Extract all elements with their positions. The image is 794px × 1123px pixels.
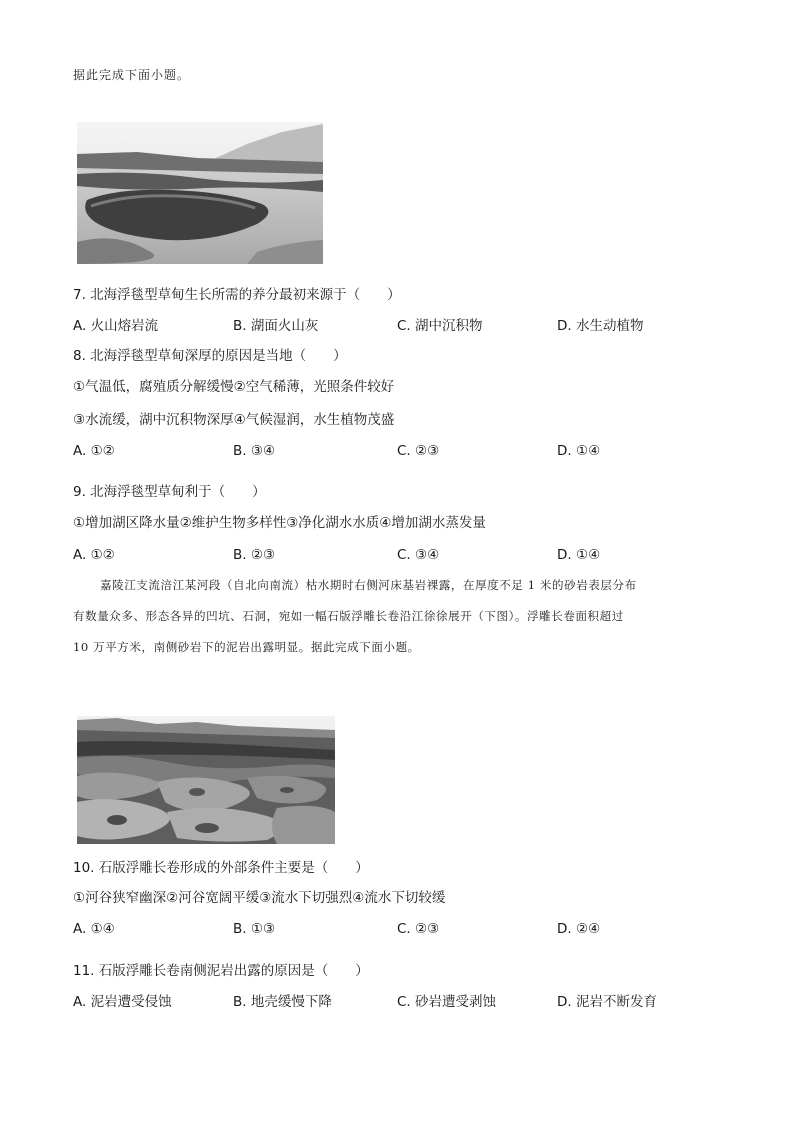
question-10-stem: 10. 石版浮雕长卷形成的外部条件主要是（ ）	[73, 860, 369, 876]
q9-option-d: D. ①④	[557, 547, 601, 563]
question-7-stem: 7. 北海浮毯型草甸生长所需的养分最初来源于（ ）	[73, 287, 401, 303]
question-8-stem: 8. 北海浮毯型草甸深厚的原因是当地（ ）	[73, 348, 347, 364]
q9-option-c: C. ③④	[397, 547, 440, 563]
q7-option-a: A. 火山熔岩流	[73, 318, 159, 334]
q7-option-c: C. 湖中沉积物	[397, 318, 483, 334]
q11-option-a: A. 泥岩遭受侵蚀	[73, 994, 172, 1010]
q10-option-c: C. ②③	[397, 921, 440, 937]
question-11-stem: 11. 石版浮雕长卷南侧泥岩出露的原因是（ ）	[73, 963, 369, 979]
q8-option-a: A. ①②	[73, 443, 115, 459]
q8-option-c: C. ②③	[397, 443, 440, 459]
q9-option-a: A. ①②	[73, 547, 115, 563]
q10-statement-1: ①河谷狭窄幽深②河谷宽阔平缓③流水下切强烈④流水下切较缓	[73, 890, 446, 906]
q7-option-d: D. 水生动植物	[557, 318, 644, 334]
q11-option-d: D. 泥岩不断发育	[557, 994, 657, 1010]
intro-text: 据此完成下面小题。	[73, 68, 191, 82]
q10-option-b: B. ①③	[233, 921, 276, 937]
q9-option-b: B. ②③	[233, 547, 276, 563]
question-11-options	[73, 993, 733, 1011]
q8-statement-2: ③水流缓，湖中沉积物深厚④气候湿润，水生植物茂盛	[73, 412, 395, 428]
q8-option-b: B. ③④	[233, 443, 276, 459]
q11-option-c: C. 砂岩遭受剥蚀	[397, 994, 497, 1010]
q10-option-a: A. ①④	[73, 921, 115, 937]
question-10-options	[73, 920, 733, 938]
q10-option-d: D. ②④	[557, 921, 601, 937]
floating-meadow-photo	[77, 122, 323, 264]
q8-statement-1: ①气温低，腐殖质分解缓慢②空气稀薄，光照条件较好	[73, 379, 395, 395]
passage-2-line-3: 10 万平方米，南侧砂岩下的泥岩出露明显。据此完成下面小题。	[73, 640, 420, 654]
stone-relief-riverbed-photo	[77, 716, 335, 844]
passage-2-line-1: 嘉陵江支流涪江某河段（自北向南流）枯水期时右侧河床基岩裸露，在厚度不足 1 米的砂岩表层分布	[100, 578, 637, 592]
q9-statement-1: ①增加湖区降水量②维护生物多样性③净化湖水水质④增加湖水蒸发量	[73, 515, 486, 531]
q8-option-d: D. ①④	[557, 443, 601, 459]
question-9-stem: 9. 北海浮毯型草甸利于（ ）	[73, 484, 266, 500]
passage-2-line-2: 有数量众多、形态各异的凹坑、石洞，宛如一幅石版浮雕长卷沿江徐徐展开（下图）。浮雕长卷面积超过	[73, 609, 624, 623]
question-7-options	[73, 317, 733, 335]
question-8-options	[73, 442, 733, 460]
q11-option-b: B. 地壳缓慢下降	[233, 994, 332, 1010]
q7-option-b: B. 湖面火山灰	[233, 318, 319, 334]
question-9-options	[73, 546, 733, 564]
